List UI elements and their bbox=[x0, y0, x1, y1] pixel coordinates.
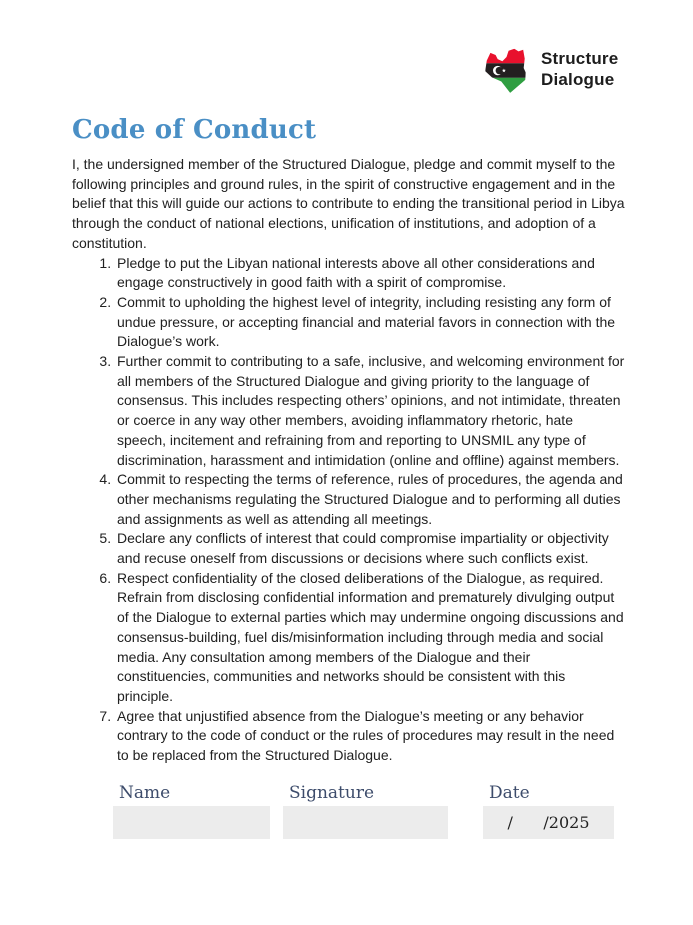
principle-item-6: 6. Respect confidentiality of the closed deliberations of the Dialogue, as required. Refrain from disclosing confidential information and prematurely divulging output of the Dialogue to external parties which may undermine ongoing discussions and consensus-building, fuel dis/misinformation including through media and social media. Any consultation among members of the Dialogue and their constituencies, communities and networks should be consistent with this principle. bbox=[115, 569, 625, 707]
name-input[interactable] bbox=[113, 806, 270, 839]
name-label: Name bbox=[119, 783, 171, 803]
principle-item-4: 4. Commit to respecting the terms of reference, rules of procedures, the agenda and other mechanisms regulating the Structured Dialogue and to performing all duties and assignments as well as attending all meetings. bbox=[115, 470, 625, 529]
date-input[interactable]: / /2025 bbox=[483, 806, 614, 839]
signature-form bbox=[0, 783, 693, 843]
date-field-group bbox=[483, 783, 614, 839]
logo-wordmark-line2: Dialogue bbox=[541, 70, 615, 89]
signature-input[interactable] bbox=[283, 806, 448, 839]
page-title: Code of Conduct bbox=[72, 115, 317, 145]
principle-item-3: 3. Further commit to contributing to a safe, inclusive, and welcoming environment for all members of the Structured Dialogue and giving priority to the language of consensus. This includes respecting others’ opinions, and not intimidate, threaten or coerce in any way other members, avoiding inflammatory rhetoric, hate speech, incitement and refraining from and reporting to UNSMIL any type of discrimination, harassment and intimidation (online and offline) against members. bbox=[115, 352, 625, 470]
principle-item-7: 7. Agree that unjustified absence from the Dialogue’s meeting or any behavior contrary to the code of conduct or the rules of procedures may result in the need to be replaced from the Structured Dialogue. bbox=[115, 707, 625, 766]
signature-label: Signature bbox=[289, 783, 375, 803]
libya-flag-map-icon bbox=[480, 42, 532, 96]
logo-wordmark bbox=[541, 48, 618, 90]
intro-paragraph: I, the undersigned member of the Structured Dialogue, pledge and commit myself to the following principles and ground rules, in the spirit of constructive engagement and in the belief that this will guide our actions to contribute to ending the transitional period in Libya through the conduct of national elections, unification of institutions, and adoption of a constitution. bbox=[72, 156, 625, 251]
document-body bbox=[72, 114, 625, 766]
logo-wordmark-line1: Structure bbox=[541, 49, 619, 68]
principles-list bbox=[72, 254, 625, 766]
name-field-group bbox=[113, 783, 270, 839]
logo bbox=[480, 42, 618, 96]
principle-item-2: 2. Commit to upholding the highest level of integrity, including resisting any form of undue pressure, or accepting financial and material favors in connection with the Dialogue’s work. bbox=[115, 293, 625, 352]
principle-item-1: 1. Pledge to put the Libyan national interests above all other considerations and engage constructively in good faith with a spirit of compromise. bbox=[115, 254, 625, 293]
signature-field-group bbox=[283, 783, 448, 839]
date-label: Date bbox=[489, 783, 530, 803]
principle-item-5: 5. Declare any conflicts of interest that could compromise impartiality or objectivity and recuse oneself from discussions or decisions where such conflicts exist. bbox=[115, 529, 625, 568]
